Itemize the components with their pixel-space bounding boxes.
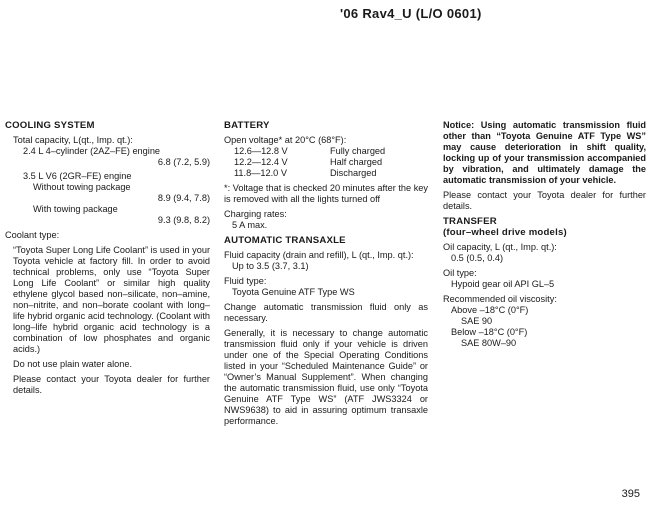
cooling-system-heading: COOLING SYSTEM: [5, 120, 95, 131]
transfer-subheading: (four–wheel drive models): [443, 227, 567, 238]
coolant-type-label: Coolant type:: [5, 230, 60, 240]
above-temp-label: Above –18°C (0°F): [451, 305, 529, 315]
with-towing-value: 9.3 (9.8, 8.2): [157, 215, 210, 225]
atf-notice: Notice: Using automatic transmission fluid other than “Toyota Genuine ATF Type WS” may cause deterioration in shift quality, locking up of your transmission accompanied by vibration, and ultimately damage the automatic transmission of your vehicle.: [443, 120, 646, 185]
notice-transfer-column: [443, 120, 646, 349]
open-voltage-label: Open voltage* at 20°C (68°F):: [224, 135, 347, 145]
transaxle-heading: AUTOMATIC TRANSAXLE: [224, 235, 346, 246]
oil-type-value: Hypoid gear oil API GL–5: [451, 279, 555, 289]
engine-2az-label: 2.4 L 4–cylinder (2AZ–FE) engine: [23, 146, 161, 156]
oil-type-label: Oil type:: [443, 268, 477, 278]
page-number: 395: [621, 488, 640, 500]
voltage-value: 12.2—12.4 V: [234, 157, 288, 167]
charge-status: Half charged: [330, 157, 383, 167]
fluid-type-value: Toyota Genuine ATF Type WS: [232, 287, 355, 297]
notice-contact-note: Please contact your Toyota dealer for further details.: [443, 190, 646, 211]
total-capacity-label: Total capacity, L(qt., Imp. qt.):: [13, 135, 133, 145]
coolant-description: “Toyota Super Long Life Coolant” is used in your Toyota vehicle at factory fill. In order to avoid technical problems, only use “Toyota Super Long Life Coolant” or similar high quality ethylene glycol based non–silicate, non–amine, non–nitrite, and non–borate coolant with long–life hybrid organic acid technology. (Coolant with long–life hybrid organic acid technology is a combination of low phosphates and organic acids.): [13, 245, 210, 354]
charging-rates-value: 5 A max.: [232, 220, 268, 230]
above-temp-value: SAE 90: [461, 316, 493, 326]
no-plain-water-note: Do not use plain water alone.: [13, 359, 133, 369]
oil-capacity-value: 0.5 (0.5, 0.4): [451, 253, 504, 263]
without-towing-value: 8.9 (9.4, 7.8): [157, 193, 210, 203]
battery-heading: BATTERY: [224, 120, 270, 131]
with-towing-label: With towing package: [33, 204, 118, 214]
without-towing-label: Without towing package: [33, 182, 131, 192]
engine-2az-value: 6.8 (7.2, 5.9): [157, 157, 210, 167]
voltage-value: 12.6—12.8 V: [234, 146, 288, 156]
viscosity-label: Recommended oil viscosity:: [443, 294, 557, 304]
charge-status: Fully charged: [330, 146, 386, 156]
battery-footnote: *: Voltage that is checked 20 minutes after the key is removed with all the lights turned off: [224, 183, 428, 204]
fluid-change-note: Change automatic transmission fluid only as necessary.: [224, 302, 428, 323]
battery-voltage-table: [224, 146, 428, 179]
transaxle-capacity-label: Fluid capacity (drain and refill), L (qt., Imp. qt.):: [224, 250, 414, 260]
fluid-type-label: Fluid type:: [224, 276, 267, 286]
battery-transaxle-column: [224, 120, 428, 431]
fluid-general-note: Generally, it is necessary to change automatic transmission fluid only if your vehicle is driven under one of the Special Operating Conditions listed in your “Scheduled Maintenance Guide” or “Owner’s Manual Supplement”. When changing the automatic transmission fluid, use only “Toyota Genuine ATF Type WS” (ATF JWS3324 or NWS9638) to aid in assuring optimum transaxle performance.: [224, 328, 428, 426]
charging-rates-label: Charging rates:: [224, 209, 287, 219]
voltage-value: 11.8—12.0 V: [234, 168, 287, 178]
transfer-heading: TRANSFER: [443, 216, 497, 227]
oil-capacity-label: Oil capacity, L (qt., Imp. qt.):: [443, 242, 557, 252]
charge-status: Discharged: [330, 168, 377, 178]
cooling-contact-note: Please contact your Toyota dealer for further details.: [13, 374, 210, 395]
cooling-system-column: [5, 120, 210, 400]
transaxle-capacity-value: Up to 3.5 (3.7, 3.1): [232, 261, 309, 271]
below-temp-label: Below –18°C (0°F): [451, 327, 528, 337]
engine-2gr-label: 3.5 L V6 (2GR–FE) engine: [23, 171, 132, 181]
page-header: '06 Rav4_U (L/O 0601): [340, 6, 482, 21]
below-temp-value: SAE 80W–90: [461, 338, 517, 348]
